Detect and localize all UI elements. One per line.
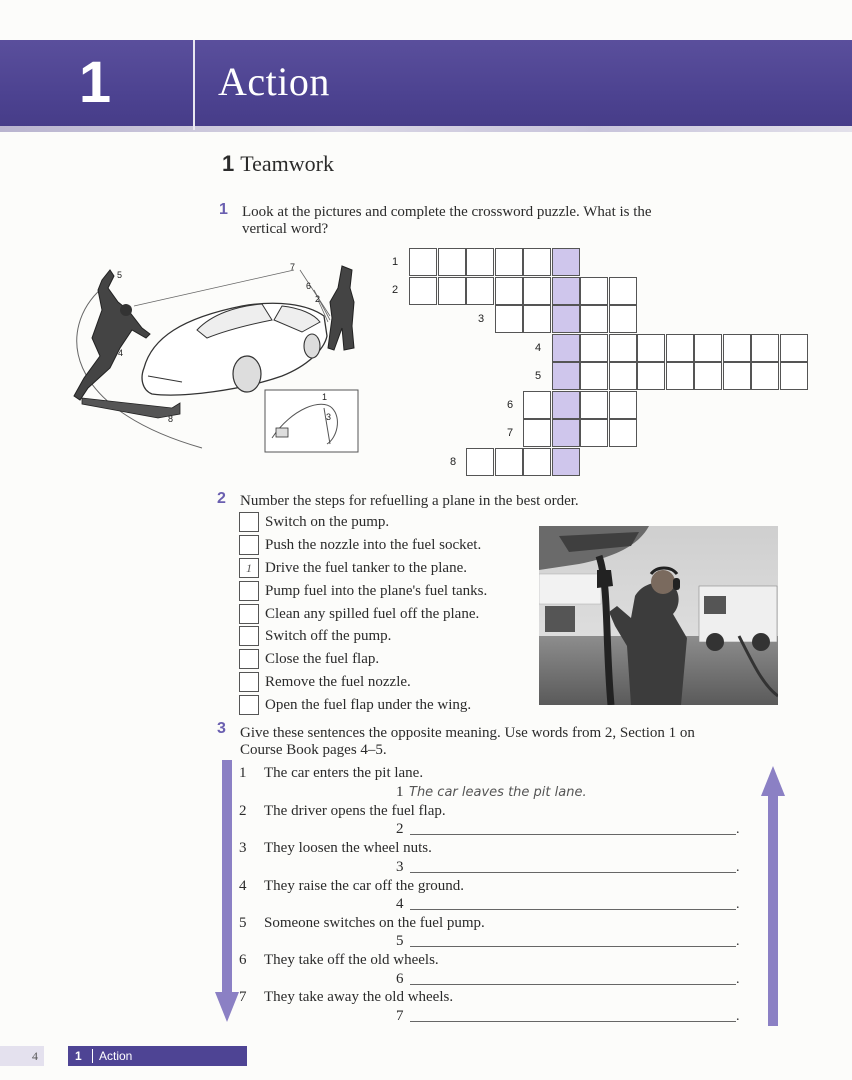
unit-header-band [0,40,852,128]
crossword-cell[interactable] [580,419,608,447]
crossword-cell[interactable] [751,362,779,390]
crossword-cell[interactable] [409,248,437,276]
crossword-cell[interactable] [723,362,751,390]
crossword-cell[interactable] [466,277,494,305]
crossword-vertical-cell[interactable] [552,334,580,362]
crossword-cell[interactable] [780,362,808,390]
unit-title: Action [218,59,330,104]
crossword-cell[interactable] [523,277,551,305]
step-number-box[interactable] [239,626,259,646]
crossword-cell[interactable] [609,362,637,390]
clue-number-7: 7 [507,427,514,439]
crossword-vertical-cell[interactable] [552,277,580,305]
section-number: 1 [222,151,235,176]
crossword-cell[interactable] [523,305,551,333]
crossword-cell[interactable] [523,448,551,476]
clue-number-6: 6 [507,399,514,411]
crossword-cell[interactable] [694,334,722,362]
answer-line[interactable] [410,909,736,910]
crossword-cell[interactable] [580,362,608,390]
crossword-cell[interactable] [580,305,608,333]
exercise-2-number: 2 [217,490,226,507]
crossword-cell[interactable] [409,277,437,305]
answer-number: 5 [396,933,404,949]
answer-line[interactable] [410,946,736,947]
sentence-number: 5 [239,915,247,931]
svg-text:3: 3 [326,412,332,422]
svg-text:2: 2 [315,294,321,304]
sentence-text: They raise the car off the ground. [264,878,465,894]
step-number-box[interactable] [239,604,259,624]
sentence-text: Someone switches on the fuel pump. [264,915,485,931]
answer-number: 7 [396,1008,404,1024]
svg-text:1: 1 [322,392,328,402]
crossword-cell[interactable] [495,448,523,476]
exercise-3-instruction-line2: Course Book pages 4–5. [240,742,387,758]
footer-divider [92,1049,93,1063]
svg-text:6: 6 [306,281,312,291]
footer-unit-title: Action [99,1049,133,1063]
crossword-cell[interactable] [609,419,637,447]
section-title-text: Teamwork [240,151,335,176]
answer-number: 3 [396,859,404,875]
sentence-number: 6 [239,952,247,968]
clue-number-5: 5 [535,370,542,382]
crossword-cell[interactable] [751,334,779,362]
step-number-box[interactable] [239,535,259,555]
clue-number-2: 2 [392,284,399,296]
crossword-cell[interactable] [466,448,494,476]
crossword-cell[interactable] [466,248,494,276]
crossword-vertical-cell[interactable] [552,305,580,333]
answer-line[interactable] [410,872,736,873]
exercise-1-instruction-line2: vertical word? [242,221,329,237]
answer-line[interactable] [410,1021,736,1022]
footer-unit-tab [68,1046,247,1066]
step-text: Close the fuel flap. [265,651,380,667]
step-number-box[interactable] [239,649,259,669]
answer-line[interactable] [410,834,736,835]
sentence-number: 3 [239,840,247,856]
pit-stop-illustration [62,258,362,458]
step-number-box[interactable] [239,695,259,715]
step-text: Remove the fuel nozzle. [265,674,411,690]
crossword-cell[interactable] [523,248,551,276]
sentence-number: 1 [239,765,247,781]
sentence-text: They loosen the wheel nuts. [264,840,432,856]
refuelling-photo [539,526,778,705]
crossword-cell[interactable] [666,334,694,362]
crossword-cell[interactable] [580,334,608,362]
sentence-text: The driver opens the fuel flap. [264,803,446,819]
crossword-vertical-cell[interactable] [552,391,580,419]
crossword-cell[interactable] [580,391,608,419]
svg-text:4: 4 [118,348,124,358]
crossword-cell[interactable] [495,248,523,276]
page-number: 4 [0,1046,44,1066]
step-text: Switch on the pump. [265,514,390,530]
crossword-cell[interactable] [438,248,466,276]
step-number-box[interactable] [239,672,259,692]
crossword-cell[interactable] [637,362,665,390]
up-arrow-icon [760,764,786,1026]
svg-text:7: 7 [290,262,296,272]
sentence-text: They take off the old wheels. [264,952,439,968]
section-title [222,150,334,178]
crossword-cell[interactable] [523,419,551,447]
answer-number: 1 [396,784,404,800]
crossword-cell[interactable] [780,334,808,362]
step-text: Push the nozzle into the fuel socket. [265,537,482,553]
answer-number: 2 [396,821,404,837]
crossword-vertical-cell[interactable] [552,362,580,390]
clue-number-1: 1 [392,256,399,268]
sentence-number: 4 [239,878,247,894]
unit-number: 1 [78,50,112,115]
header-divider [193,40,195,130]
sentence-number: 2 [239,803,247,819]
svg-text:8: 8 [168,414,174,424]
footer-unit-number: 1 [75,1049,82,1063]
down-arrow-icon [214,760,240,1025]
answer-line[interactable] [410,984,736,985]
crossword-cell[interactable] [495,277,523,305]
answer-number: 6 [396,971,404,987]
sentence-number: 7 [239,989,247,1005]
crossword-cell[interactable] [609,334,637,362]
step-number-box[interactable] [239,512,259,532]
crossword-vertical-cell[interactable] [552,248,580,276]
crossword-cell[interactable] [580,277,608,305]
crossword-cell[interactable] [723,334,751,362]
svg-text:5: 5 [117,270,123,280]
sentence-text: They take away the old wheels. [264,989,454,1005]
step-text: Switch off the pump. [265,628,392,644]
exercise-3-instruction-line1: Give these sentences the opposite meaning. Use words from 2, Section 1 on [240,725,695,741]
step-text: Clean any spilled fuel off the plane. [265,606,480,622]
crossword-cell[interactable] [438,277,466,305]
crossword-vertical-cell[interactable] [552,448,580,476]
step-text: Drive the fuel tanker to the plane. [265,560,468,576]
crossword-cell[interactable] [523,391,551,419]
step-text: Pump fuel into the plane's fuel tanks. [265,583,488,599]
clue-number-3: 3 [478,313,485,325]
sentence-text: The car enters the pit lane. [264,765,424,781]
step-number-box[interactable] [239,581,259,601]
crossword-cell[interactable] [694,362,722,390]
step-number-box[interactable]: 1 [239,558,259,578]
crossword-cell[interactable] [637,334,665,362]
exercise-1-number: 1 [219,201,228,218]
crossword-cell[interactable] [666,362,694,390]
answer-number: 4 [396,896,404,912]
step-text: Open the fuel flap under the wing. [265,697,472,713]
clue-number-4: 4 [535,342,542,354]
exercise-2-instruction: Number the steps for refuelling a plane in the best order. [240,493,579,509]
clue-number-8: 8 [450,456,457,468]
crossword-cell[interactable] [609,391,637,419]
crossword-vertical-cell[interactable] [552,419,580,447]
example-answer: The car leaves the pit lane. [409,785,587,800]
exercise-3-number: 3 [217,720,226,737]
exercise-1-instruction-line1: Look at the pictures and complete the crossword puzzle. What is the [242,204,652,220]
crossword-cell[interactable] [495,305,523,333]
crossword-cell[interactable] [609,305,637,333]
crossword-cell[interactable] [609,277,637,305]
